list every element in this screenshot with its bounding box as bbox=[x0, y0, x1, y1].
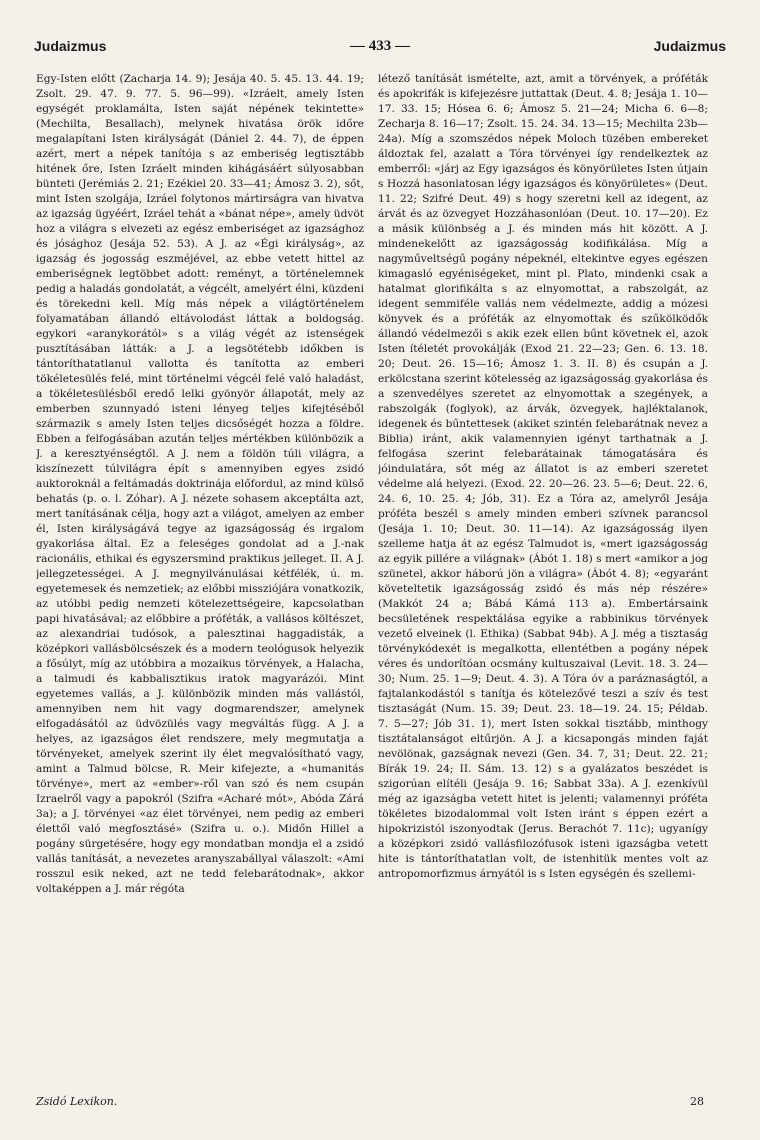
left-column-text: Egy-Isten előtt (Zacharja 14. 9); Jesája 40. 5. 45. 13. 44. 19; Zsolt. 29. 47. 9. 77. 5. 96—99). «Izráelt, amely Isten egységét proklamálta, Isten saját népének tekintette» (Mechilta, Besallach), melynek hivatása örök időre megalapítani Isten királyságát (Dániel 2. 44. 7), de éppen azért, mert a népek tanítója s az emberiség legtisztább hitének őre, Isten Izráelt minden kihágásáért súlyosabban bünteti (Jerémiás 2. 21; Ezékiel 20. 33—41; Ámosz 3. 2), sőt, mint Isten szolgája, Izráel folytonos mártirságra van hivatva az igazság ügyéért, Izráel tehát a «bánat népe», amely üdvöt hoz a világra s elvezeti az egész emberiséget az igazsághoz és jósághoz (Jesája 52. 53). A J. az «Égi királyság», az igazság és jogosság eszméjével, az ebbe vetett hittel az emberiségnek legtöbbet adott: reményt, a történelemnek pedig a haladás gondolatát, a végcélt, amelyért élni, küzdeni és törekedni kell. Míg más népek a világtörténelem folyamatában állandó eltávolodást láttak a boldogság. egykori «aranykorától» s a világ végét az istenségek pusztításában látták: a J. a legsötétebb időkben is tántoríthatatlanul vallotta és tanította az emberi tökéletesülés felé, mint történelmi végcél felé való haladást, a tökéletesülésből eredő lelki gyönyör állapotát, mely az emberben szunnyadó isteni lényeg teljes kifejtéséből származik s amely Isten teljes dicsőségét hozza a földre. Ebben a felfogásában azután teljes mértékben különbözik a J. a keresztyénségtől. A J. nem a földön túli világra, a kiszínezett túlvilágra épít s amennyiben egyes zsidó auktoroknál a feltámadás doktrinája előfordul, az mind külső behatás (p. o. l. Zóhar). A J. nézete sohasem akceptálta azt, mert tanításának célja, hogy azt a világot, amelyen az ember él, Isten királyságává tegye az igazságosság és irgalom gyakorlása által. Ez a feleséges gondolat ad a J.-nak racionális, ethikai és egyszersmind praktikus jelleget. II. A J. jellegzetességei. A J. megnyilvánulásai kétfélék, ú. m. egyetemesek és nemzetiek; az előbbi missziójára vonatkozik, az utóbbi pedig nemzeti kötelezettségeire, kapcsolatban papi hivatásával; az előbbire a próféták, a vallásos költészet, az alexandriai tudósok, a palesztinai haggadisták, a középkori vallásbölcsészek és a modern teológusok helyezik a fősúlyt, míg az utóbbira a mozaikus törvények, a Halacha, a talmudi és kabbalisztikus iratok magyarázói. Mint egyetemes vallás, a J. különbözik minden más vallástól, amennyiben nem hit vagy dogmarendszer, amelynek elfogadásától az üdvözülés vagy megváltás függ. A J. a helyes, az igazságos élet rendszere, mely megmutatja a törvényeket, amelyek szerint ily élet megvalósítható vagy, amint a Talmud bölcse, R. Meir kifejezte, a «humanitás törvénye», mert az «ember»-ről van szó és nem csupán Izraelről vagy a papokról (Szifra «Acharé mót», Abóda Zárá 3a); a J. törvényei «az élet törvényei, nem pedig az emberi élettől való megfosztásé» (Szifra u. o.). Midőn Hillel a pogány sürgetésére, hogy egy mondatban mondja el a zsidó vallás tanítását, a nevezetes aranyszabállyal válaszolt: «Ami rosszul esik neked, azt ne tedd felebarátodnak», akkor voltaképpen a J. már régóta bbox=[36, 73, 364, 895]
left-column bbox=[36, 72, 364, 1042]
footer-signature-number: 28 bbox=[690, 1095, 704, 1108]
header-left-title: Judaizmus bbox=[34, 38, 107, 54]
right-column bbox=[378, 72, 708, 1042]
header-right-title: Judaizmus bbox=[653, 38, 726, 54]
right-column-text: létező tanítását ismételte, azt, amit a törvények, a próféták és apokrifák is kifejezésre juttattak (Deut. 4. 8; Jesája 1. 10—17. 33. 15; Hósea 6. 6; Ámosz 5. 21—24; Micha 6. 6—8; Zecharja 8. 16—17; Zsolt. 15. 24. 34. 13—15; Mechilta 23b—24a). Míg a szomszédos népek Moloch tüzében embereket áldoztak fel, azalatt a Tóra törvényei így rendelkeztek az emberről: «járj az Egy igazságos és könyörületes Isten útjain s Hozzá hasonlatosan légy igazságos és könyörületes» (Deut. 11. 22; Szifré Deut. 49) s hogy szeretni kell az idegent, az árvát és az özvegyet Hozzáhasonlóan (Deut. 10. 17—20). Ez a másik különbség a J. és minden más hit között. A J. mindenekelőtt az igazságosság kodifikálása. Míg a nagyműveltségű pogány népeknél, eltekintve egyes egészen kimagasló egyéniségeket, mint pl. Plato, mindenki csak a hatalmat glorifikálta s az elnyomottat, a rabszolgát, az idegent semmiféle vallás nem védelmezte, addig a mózesi könyvek és a próféták az elnyomottak és szűkölködők állandó védelmezői s akik ezek ellen bűnt követnek el, azok Isten ítéletét provokálják (Exod 21. 22—23; Gen. 6. 13. 18. 20; Deut. 26. 15—16; Ámosz 1. 3. II. 8) és csupán a J. erkölcstana szerint kötelesség az igazságosság gyakorlása és a szenvedélyes szeretet az elnyomottak a szegények, a rabszolgák (foglyok), az árvák, özvegyek, hajléktalanok, idegenek és bűntettesek (akiket szintén felebarátnak nevez a Biblia) iránt, akik valamennyien igényt tarthatnak a J. felfogása szerint felebarátainak támogatására és jóindulatára, sőt még az állatot is az emberi szeretet védelme alá helyezi. (Exod. 22. 20—26. 23. 5—6; Deut. 22. 6, 24. 6, 10. 25. 4; Jób, 31). Ez a Tóra az, amelyről Jesája próféta beszél s amely minden emberi szívnek parancsol (Jesája 1. 10; Deut. 30. 11—14). Az igazságosság ilyen szelleme hatja át az egész Talmudot is, «mert igazságosság az egyik pillére a világnak» (Ábót 1. 18) s mert «amikor a jog szünetel, akkor háború jön a világra» (Ábót 4. 8); «egyaránt követeltetik igazságosság zsidó és más nép részére» (Makkót 24 a; Bábá Kámá 113 a). Embertársaink becsületének respektálása egyike a rabbinikus törvények vezető elveinek (l. Ethika) (Sabbat 94b). A J. még a tisztaság törvénykódexét is megalkotta, ellentétben a pogány népek véres és undorítóan ocsmány kultuszaival (Levit. 18. 3. 24—30; Num. 25. 1—9; Deut. 4. 3). A Tóra óv a paráznaságtól, a fajtalankodástól s tanítja és kötelezővé teszi a szív és test tisztaságát (Num. 15. 39; Deut. 23. 18—19. 24. 15; Példab. 7. 5—27; Jób 31. 1), mert Isten sokkal tisztább, minthogy tisztátalanságot eltűrjön. A J. a kicsapongás minden faját nevölönak, gazságnak nevezi (Gen. 34. 7, 31; Deut. 22. 21; Bírák 19. 24; II. Sám. 13. 12) s a gyalázatos beszédet is szigorúan elítéli (Jesája 9. 16; Sabbat 33a). A J. ezenkívül még az igazságba vetett hitet is jelenti; valamennyi próféta tökéletes bizodalommal volt Isten iránt s éppen ezért a hipokrizistól iszonyodtak (Jerus. Berachót 7. 11c); ugyanígy a középkori zsidó vallásfilozófusok isteni igazságba vetett hite is tántoríthatatlan volt, de istenhitük mentes volt az antropomorfizmus árnyától is s Isten egységén és szellemi- bbox=[378, 73, 708, 880]
page-number: — 433 — bbox=[350, 38, 410, 54]
footer-publication: Zsidó Lexikon. bbox=[36, 1095, 118, 1108]
page-footer bbox=[36, 1092, 704, 1112]
running-header bbox=[34, 34, 726, 58]
